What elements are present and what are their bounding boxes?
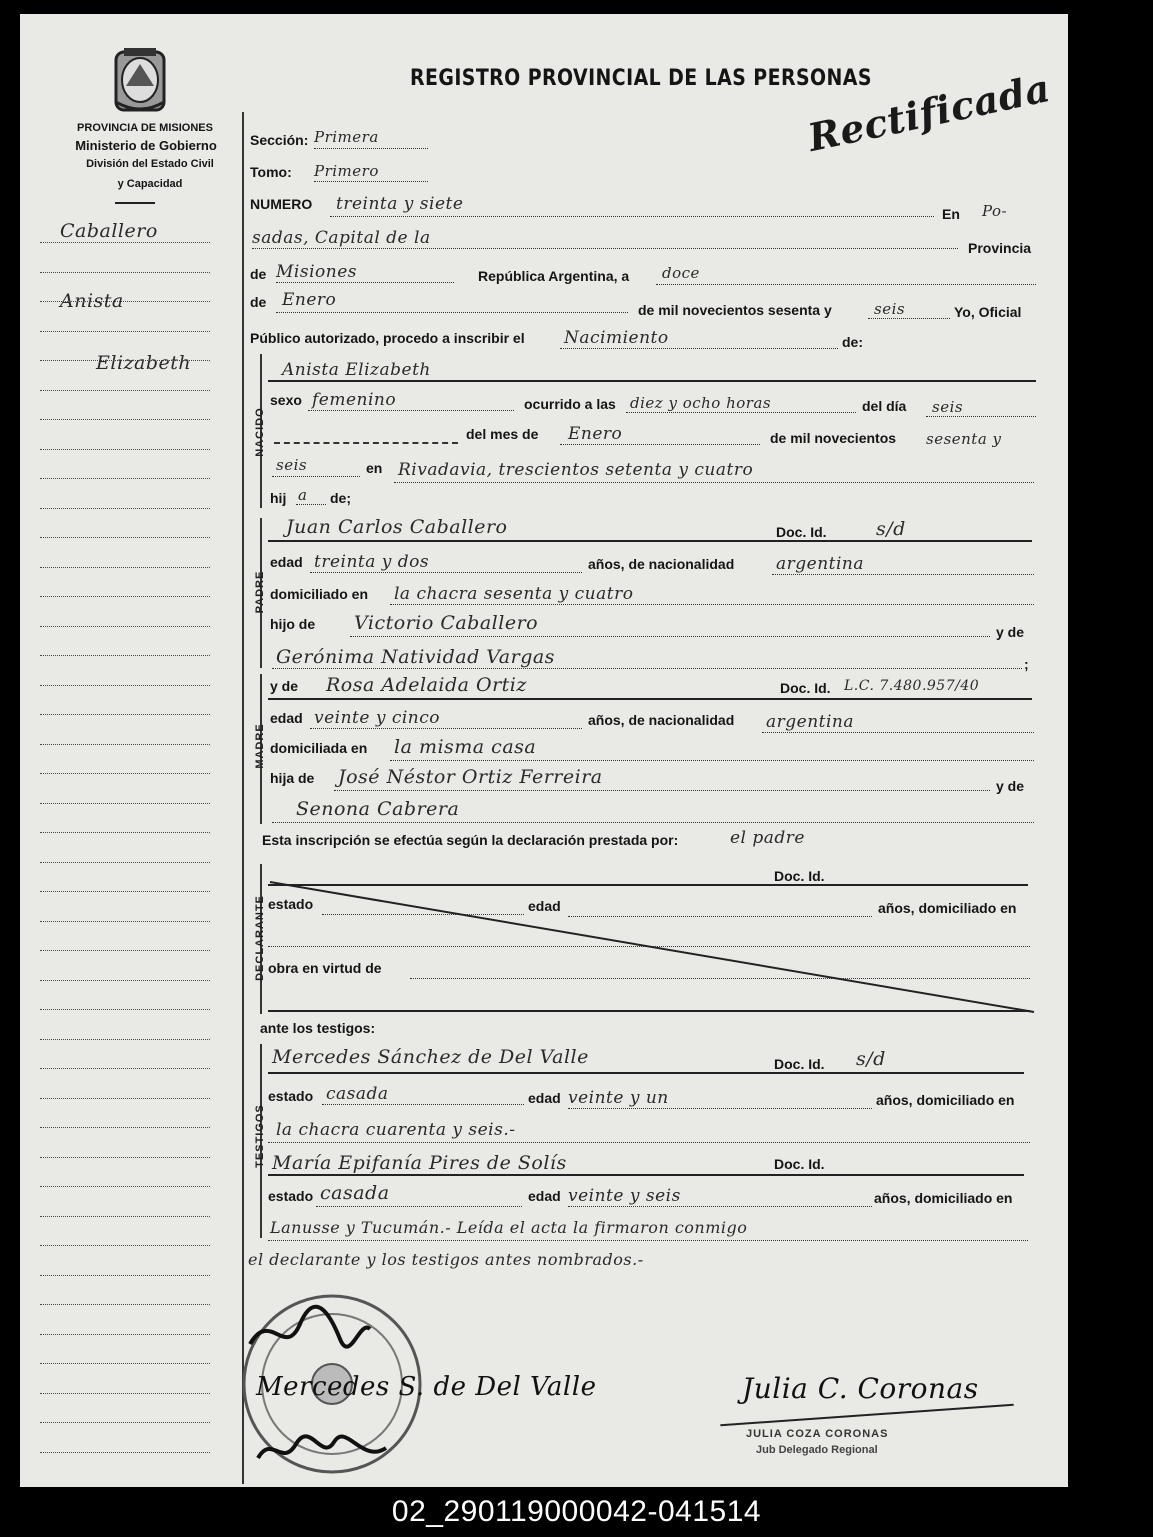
margin-rule [40, 714, 210, 715]
padre-doc-label: Doc. Id. [776, 524, 827, 540]
declarante-doc-label: Doc. Id. [774, 868, 825, 884]
margin-rule [40, 773, 210, 774]
margin-rule [40, 567, 210, 568]
madre-name: Rosa Adelaida Ortiz [326, 674, 527, 696]
org-divider [115, 202, 155, 204]
witness1-edad-value: veinte y un [568, 1088, 669, 1108]
madre-y-de-label-2: y de [996, 778, 1025, 794]
birth-year-value: sesenta y [926, 430, 1002, 448]
margin-rule [40, 1039, 210, 1040]
birth-day-value: seis [932, 398, 964, 416]
month-prefix: de [250, 294, 267, 310]
declarante-estado-label: estado [268, 896, 314, 912]
margin-rule [40, 950, 210, 951]
margin-rule [40, 1216, 210, 1217]
madre-edad-value: veinte y cinco [314, 708, 441, 728]
madre-mother-value: Senona Cabrera [296, 798, 460, 820]
padre-nac-label: años, de nacionalidad [588, 556, 735, 572]
registrar-signature-icon [240, 1304, 380, 1364]
rectificada-stamp: Rectificada [804, 64, 1055, 161]
margin-rule [40, 449, 210, 450]
margin-rule [40, 331, 210, 332]
padre-dom-value: la chacra sesenta y cuatro [394, 584, 634, 604]
margin-rule [40, 803, 210, 804]
publico-label: Público autorizado, procedo a inscribir el [250, 330, 525, 346]
org-ministry: Ministerio de Gobierno [75, 138, 217, 153]
testigos-ante-label: ante los testigos: [260, 1020, 376, 1036]
margin-rule [40, 242, 210, 243]
margin-rule [40, 744, 210, 745]
witness1-doc-label: Doc. Id. [774, 1056, 825, 1072]
witness1-edad-label: edad [528, 1090, 561, 1106]
place-part1: Po- [982, 202, 1008, 220]
margin-middle-name: Elizabeth [96, 352, 192, 374]
margin-rule [40, 1422, 210, 1423]
madre-doc-label: Doc. Id. [780, 680, 831, 696]
officer-signature: Julia C. Coronas [742, 1372, 979, 1405]
org-capacity: y Capacidad [117, 178, 183, 190]
padre-dom-label: domiciliado en [270, 586, 369, 602]
year-label: de mil novecientos sesenta y [638, 302, 832, 318]
testigos-section-label: TESTIGOS [254, 1104, 266, 1168]
margin-rule [40, 1157, 210, 1158]
second-signature-icon [252, 1428, 392, 1472]
witness1-name: Mercedes Sánchez de Del Valle [272, 1046, 589, 1068]
margin-rule [40, 1334, 210, 1335]
margin-rule [40, 1393, 210, 1394]
sexo-label: sexo [270, 392, 302, 408]
witness2-estado-label: estado [268, 1188, 314, 1204]
declarante-section-label: DECLARANTE [254, 895, 266, 981]
declaracion-text: Esta inscripción se efectúa según la declaración prestada por: [262, 832, 679, 848]
birth-year-value-2: seis [276, 456, 308, 474]
numero-value: treinta y siete [336, 194, 464, 214]
margin-rule [40, 862, 210, 863]
madre-dom-label: domiciliada en [270, 740, 368, 756]
madre-father-value: José Néstor Ortiz Ferreira [338, 766, 603, 788]
padre-father-value: Victorio Caballero [354, 612, 539, 634]
seccion-value: Primera [314, 128, 379, 146]
witness2-estado-value: casada [320, 1182, 390, 1204]
hij-de: de; [330, 490, 351, 506]
act-value: Nacimiento [564, 328, 669, 348]
day-value: doce [662, 264, 700, 282]
witness2-name: María Epifanía Pires de Solís [272, 1152, 567, 1174]
birth-place-value: Rivadavia, trescientos setenta y cuatro [398, 460, 754, 480]
padre-edad-label: edad [270, 554, 303, 570]
madre-doc-value: L.C. 7.480.957/40 [844, 678, 980, 694]
document-id: 02_290119000042-041514 [391, 1495, 762, 1528]
margin-rule [40, 1245, 210, 1246]
margin-rule [40, 1068, 210, 1069]
margin-rule [40, 1009, 210, 1010]
tomo-label: Tomo: [250, 164, 292, 180]
margin-rule [40, 921, 210, 922]
margin-surname: Caballero [60, 220, 158, 242]
margin-rule [40, 1363, 210, 1364]
witness1-estado-label: estado [268, 1088, 314, 1104]
org-province: PROVINCIA DE MISIONES [77, 122, 213, 134]
margin-rule [40, 685, 210, 686]
republica-label: República Argentina, a [478, 268, 630, 284]
numero-label: NUMERO [250, 196, 313, 212]
official-name: JULIA COZA CORONAS [746, 1428, 889, 1440]
margin-first-name: Anista [60, 290, 124, 312]
margin-rule [40, 891, 210, 892]
witness1-dom-value: la chacra cuarenta y seis.- [276, 1120, 516, 1140]
place-part2: sadas, Capital de la [252, 228, 431, 248]
witness2-anos-label: años, domiciliado en [874, 1190, 1013, 1206]
witness-signature: Mercedes S. de Del Valle [256, 1372, 597, 1402]
margin-rule [40, 655, 210, 656]
padre-semicolon: ; [1024, 656, 1029, 672]
margin-rule [40, 1452, 210, 1453]
document-page [20, 14, 1068, 1487]
margin-rule [40, 1127, 210, 1128]
month-value: Enero [282, 290, 337, 310]
madre-edad-label: edad [270, 710, 303, 726]
page-title: REGISTRO PROVINCIAL DE LAS PERSONAS [410, 66, 872, 91]
officer-signature-stroke [720, 1404, 1013, 1427]
mil-label: de mil novecientos [770, 430, 897, 446]
del-dia-label: del día [862, 398, 907, 414]
witness2-dom-value: Lanusse y Tucumán.- Leída el acta la firmaron conmigo [270, 1218, 748, 1237]
margin-rule [40, 390, 210, 391]
margin-rule [40, 272, 210, 273]
nacido-name: Anista Elizabeth [282, 360, 431, 380]
seccion-label: Sección: [250, 132, 309, 148]
witness2-doc-label: Doc. Id. [774, 1156, 825, 1172]
margin-rule [40, 360, 210, 361]
provincia-label: Provincia [968, 240, 1032, 256]
margin-rule [40, 596, 210, 597]
madre-y-de-label: y de [270, 678, 299, 694]
yo-oficial-label: Yo, Oficial [954, 304, 1022, 320]
official-title: Jub Delegado Regional [756, 1444, 878, 1456]
year-value: seis [874, 300, 906, 318]
ocurrido-label: ocurrido a las [524, 396, 616, 412]
witness2-edad-value: veinte y seis [568, 1186, 681, 1206]
en-place-label: en [366, 460, 383, 476]
dash-fill [274, 442, 458, 444]
footer-bar [0, 1487, 1153, 1537]
province-value: Misiones [276, 262, 357, 282]
mes-label: del mes de [466, 426, 539, 442]
hij-suffix: a [298, 486, 308, 504]
witness2-edad-label: edad [528, 1188, 561, 1204]
madre-hija-label: hija de [270, 770, 315, 786]
margin-rule [40, 537, 210, 538]
de-colon: de: [842, 334, 863, 350]
closing-text: el declarante y los testigos antes nombrados.- [248, 1250, 644, 1269]
birth-month-value: Enero [568, 424, 623, 444]
hij-label: hij [270, 490, 287, 506]
padre-edad-value: treinta y dos [314, 552, 430, 572]
madre-nac-value: argentina [766, 712, 855, 732]
padre-hijo-label: hijo de [270, 616, 316, 632]
margin-rule [40, 1275, 210, 1276]
cancel-stroke [268, 880, 1038, 1016]
hour-value: diez y ocho horas [630, 394, 772, 412]
declarante-obra-label: obra en virtud de [268, 960, 382, 976]
witness1-anos-label: años, domiciliado en [876, 1092, 1015, 1108]
padre-y-de-label: y de [996, 624, 1025, 640]
witness1-doc-value: s/d [856, 1048, 886, 1070]
margin-rule [40, 832, 210, 833]
de-label: de [250, 266, 267, 282]
margin-rule [40, 980, 210, 981]
margin-border [242, 112, 244, 1484]
tomo-value: Primero [314, 162, 379, 180]
org-division: División del Estado Civil [86, 158, 214, 170]
margin-rule [40, 478, 210, 479]
margin-rule [40, 626, 210, 627]
declaracion-value: el padre [730, 828, 805, 848]
madre-section-label: MADRE [254, 723, 266, 769]
padre-mother-value: Gerónima Natividad Vargas [276, 646, 555, 668]
madre-nac-label: años, de nacionalidad [588, 712, 735, 728]
padre-doc-value: s/d [876, 518, 906, 540]
coat-of-arms-icon [102, 42, 178, 118]
margin-rule [40, 419, 210, 420]
padre-name: Juan Carlos Caballero [286, 516, 508, 538]
margin-rule [40, 1098, 210, 1099]
margin-rule [40, 1304, 210, 1305]
en-label: En [942, 206, 960, 222]
padre-section-label: PADRE [254, 570, 266, 614]
witness1-estado-value: casada [326, 1084, 389, 1104]
margin-rule [40, 1186, 210, 1187]
declarante-anos-label: años, domiciliado en [878, 900, 1017, 916]
declarante-edad-label: edad [528, 898, 561, 914]
nacido-section-label: NACIDO [254, 407, 266, 457]
sexo-value: femenino [312, 390, 397, 410]
margin-rule [40, 508, 210, 509]
padre-nac-value: argentina [776, 554, 865, 574]
margin-rule [40, 301, 210, 302]
madre-dom-value: la misma casa [394, 736, 537, 758]
